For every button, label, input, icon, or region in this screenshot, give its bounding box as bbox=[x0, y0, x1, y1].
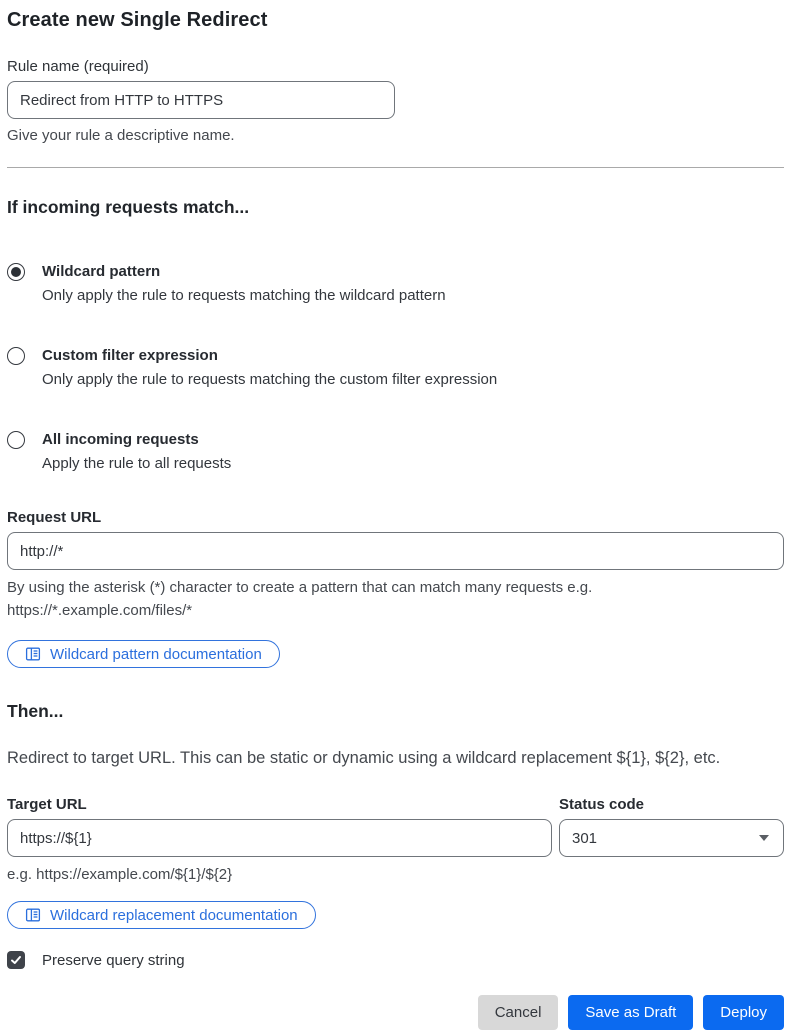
radio-unselected-icon[interactable] bbox=[7, 431, 25, 449]
radio-label: All incoming requests bbox=[42, 431, 199, 448]
radio-label: Custom filter expression bbox=[42, 347, 218, 364]
checkbox-checked-icon[interactable] bbox=[7, 951, 25, 969]
radio-description: Only apply the rule to requests matching the wildcard pattern bbox=[42, 287, 446, 304]
radio-description: Only apply the rule to requests matching the custom filter expression bbox=[42, 371, 498, 388]
then-section-heading: Then... bbox=[7, 701, 64, 721]
radio-selected-icon[interactable] bbox=[7, 263, 25, 281]
radio-unselected-icon[interactable] bbox=[7, 347, 25, 365]
match-section-heading: If incoming requests match... bbox=[7, 197, 250, 217]
section-divider bbox=[7, 167, 784, 168]
preserve-query-string-label: Preserve query string bbox=[42, 951, 185, 969]
rule-name-label: Rule name (required) bbox=[7, 58, 149, 75]
target-url-help: e.g. https://example.com/${1}/${2} bbox=[7, 866, 233, 883]
radio-description: Apply the rule to all requests bbox=[42, 455, 232, 472]
book-icon bbox=[25, 907, 41, 923]
status-code-selected-value: 301 bbox=[572, 829, 598, 847]
deploy-button[interactable]: Deploy bbox=[703, 995, 784, 1030]
status-code-label: Status code bbox=[559, 796, 645, 813]
wildcard-pattern-doc-button[interactable] bbox=[7, 640, 280, 668]
radio-label: Wildcard pattern bbox=[42, 263, 161, 280]
radio-option-custom-filter[interactable] bbox=[7, 344, 784, 392]
rule-name-help: Give your rule a descriptive name. bbox=[7, 127, 235, 144]
footer-actions bbox=[7, 995, 784, 1030]
doc-button-label: Wildcard replacement documentation bbox=[50, 906, 298, 924]
target-url-input[interactable] bbox=[7, 819, 552, 857]
request-url-help: By using the asterisk (*) character to create a pattern that can match many requests e.g. https://*.example.com/files/* bbox=[7, 579, 593, 619]
request-url-label: Request URL bbox=[7, 509, 102, 526]
preserve-query-string-checkbox-row[interactable] bbox=[7, 951, 784, 969]
request-url-input[interactable] bbox=[7, 532, 784, 570]
doc-button-label: Wildcard pattern documentation bbox=[50, 645, 262, 663]
target-url-label: Target URL bbox=[7, 796, 87, 813]
book-icon bbox=[25, 646, 41, 662]
match-type-radio-group bbox=[7, 260, 784, 476]
save-as-draft-button[interactable]: Save as Draft bbox=[568, 995, 693, 1030]
cancel-button[interactable]: Cancel bbox=[478, 995, 559, 1030]
radio-option-wildcard-pattern[interactable] bbox=[7, 260, 784, 308]
target-status-row bbox=[7, 794, 784, 886]
wildcard-replacement-doc-button[interactable] bbox=[7, 901, 316, 929]
radio-option-all-requests[interactable] bbox=[7, 428, 784, 476]
page-title: Create new Single Redirect bbox=[7, 9, 268, 31]
status-code-select[interactable] bbox=[559, 819, 784, 857]
rule-name-input[interactable] bbox=[7, 81, 395, 119]
chevron-down-icon bbox=[759, 835, 769, 841]
then-section-description: Redirect to target URL. This can be static or dynamic using a wildcard replacement ${1}, ${2}, etc. bbox=[7, 749, 721, 767]
